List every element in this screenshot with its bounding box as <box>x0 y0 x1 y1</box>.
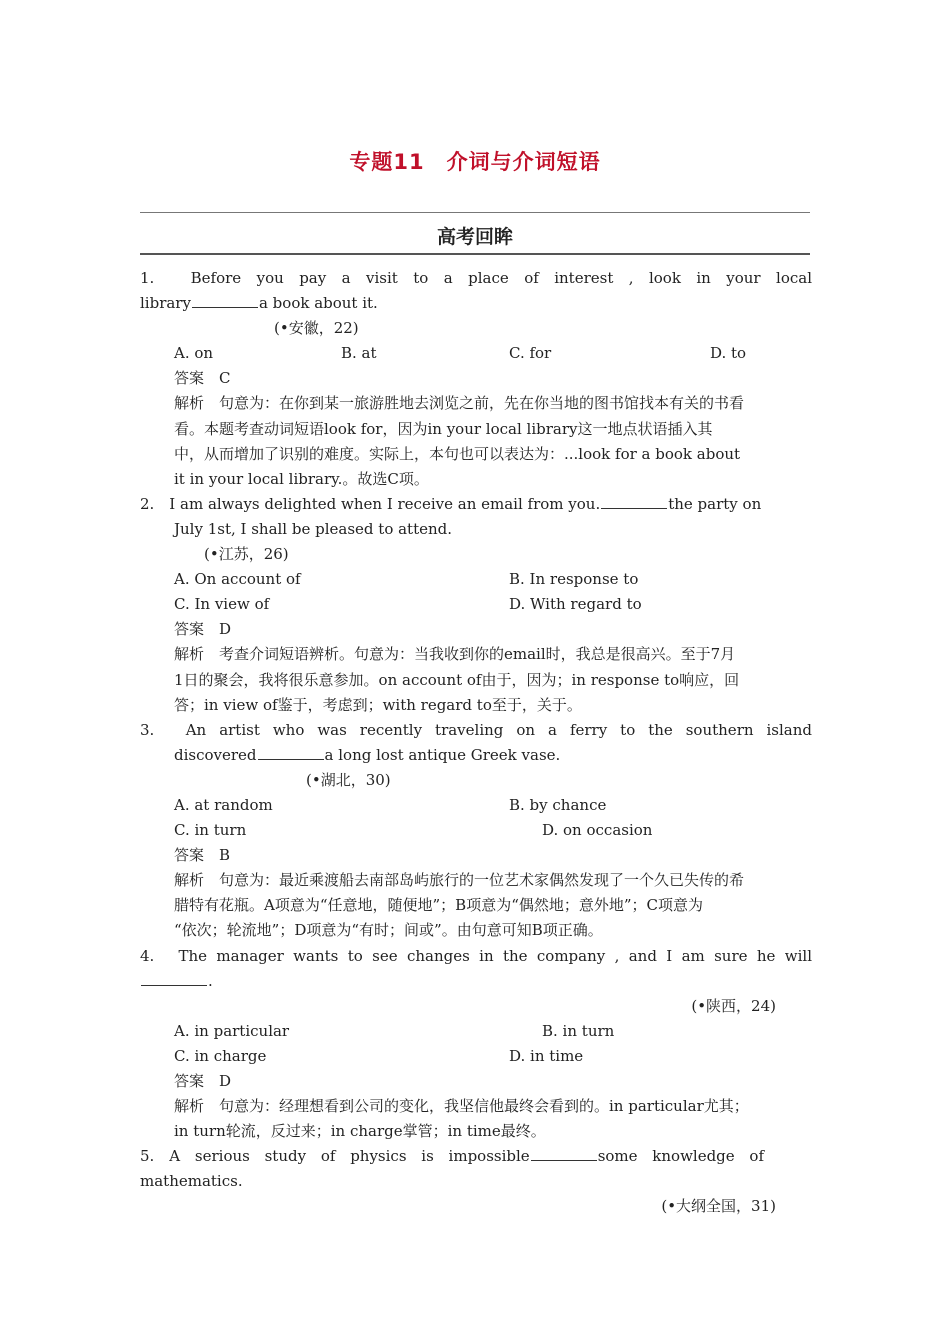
option-b: B. In response to <box>509 570 639 589</box>
question-text: 4. The manager wants to see changes in the company , and I am sure he will <box>140 946 812 965</box>
question-text: 1. Before you pay a visit to a place of interest , look in your local <box>140 269 812 287</box>
question-text: 2. I am always delighted when I receive an email from you. the party on <box>140 494 762 513</box>
options <box>140 592 812 617</box>
analysis-line: 中，从而增加了识别的难度。实际上，本句也可以表达为：...look for a book about <box>174 444 741 463</box>
question-2 <box>140 492 812 718</box>
analysis-line: 解析 句意为：在你到某一旅游胜地去浏览之前，先在你当地的图书馆找本有关的书看 <box>174 394 745 413</box>
answer-blank <box>601 493 667 509</box>
answer-blank <box>192 292 258 308</box>
section-divider <box>140 253 810 255</box>
options <box>140 818 812 843</box>
option-b: B. by chance <box>509 795 607 814</box>
option-a: A. at random <box>174 795 273 814</box>
answer: 答案 C <box>174 369 231 388</box>
analysis-line: 腊特有花瓶。A项意为“任意地，随便地”；B项意为“偶然地；意外地”；C项意为 <box>174 896 704 915</box>
answer-blank <box>141 970 207 986</box>
question-5 <box>140 1144 812 1219</box>
question-source: (•安徽，22) <box>274 319 359 338</box>
question-source: (•江苏，26) <box>204 545 289 564</box>
question-source: (•大纲全国，31) <box>661 1197 776 1216</box>
option-a: A. On account of <box>174 570 301 589</box>
option-a: A. in particular <box>174 1021 290 1040</box>
question-text: 5. A serious study of physics is impossible some knowledge of <box>140 1147 765 1166</box>
section-title: 高考回眸 <box>436 226 513 248</box>
answer-blank <box>258 744 324 760</box>
analysis-line: 解析 考查介词短语辨析。句意为：当我收到你的email时，我总是很高兴。至于7月 <box>174 645 736 664</box>
option-b: B. in turn <box>542 1021 615 1040</box>
question-text: 3. An artist who was recently traveling on a ferry to the southern island <box>140 720 812 739</box>
options <box>140 1044 812 1069</box>
option-d: D. in time <box>509 1046 584 1065</box>
question-text: July 1st, I shall be pleased to attend. <box>174 519 453 538</box>
option-b: B. at <box>341 344 377 363</box>
option-d: D. With regard to <box>509 595 642 614</box>
question-text: discovered a long lost antique Greek vase. <box>174 745 561 764</box>
option-d: D. on occasion <box>542 821 653 840</box>
answer-blank <box>531 1145 597 1161</box>
question-text: . <box>140 969 812 994</box>
options <box>140 341 812 366</box>
page-title: 专题11 介词与介词短语 <box>349 150 601 174</box>
option-a: A. on <box>174 344 214 363</box>
answer: 答案 D <box>174 620 232 639</box>
analysis-line: 看。本题考查动词短语look for，因为in your local library这一地点状语插入其 <box>174 419 713 438</box>
analysis-line: 解析 句意为：最近乘渡船去南部岛屿旅行的一位艺术家偶然发现了一个久已失传的希 <box>174 871 745 890</box>
analysis-line: 解析 句意为：经理想看到公司的变化，我坚信他最终会看到的。in particular尤其； <box>174 1097 749 1116</box>
question-source: (•湖北，30) <box>306 770 391 789</box>
analysis-line: in turn轮流，反过来；in charge掌管；in time最终。 <box>174 1122 546 1141</box>
analysis-line: it in your local library.。故选C项。 <box>174 469 429 488</box>
option-c: C. for <box>509 344 552 363</box>
option-d: D. to <box>710 344 747 363</box>
question-3 <box>140 718 812 944</box>
option-c: C. in charge <box>174 1046 267 1065</box>
answer: 答案 D <box>174 1072 232 1090</box>
question-text: library a book about it. <box>140 294 378 313</box>
question-source: (•陕西，24) <box>691 996 776 1015</box>
option-c: C. In view of <box>174 595 270 614</box>
top-divider <box>140 212 810 213</box>
question-text: mathematics. <box>140 1172 243 1191</box>
options <box>140 567 812 592</box>
question-4 <box>140 944 812 1145</box>
option-c: C. in turn <box>174 821 247 840</box>
options <box>140 793 812 818</box>
question-1 <box>140 266 812 492</box>
analysis-line: 答；in view of鉴于，考虑到；with regard to至于，关于。 <box>174 695 582 714</box>
answer: 答案 B <box>174 846 231 865</box>
analysis-line: 1日的聚会，我将很乐意参加。on account of由于，因为；in response to响应，回 <box>174 670 740 689</box>
question-list <box>140 266 812 1220</box>
analysis-line: “依次；轮流地”；D项意为“有时；间或”。由句意可知B项正确。 <box>174 921 603 940</box>
options <box>140 1019 812 1044</box>
